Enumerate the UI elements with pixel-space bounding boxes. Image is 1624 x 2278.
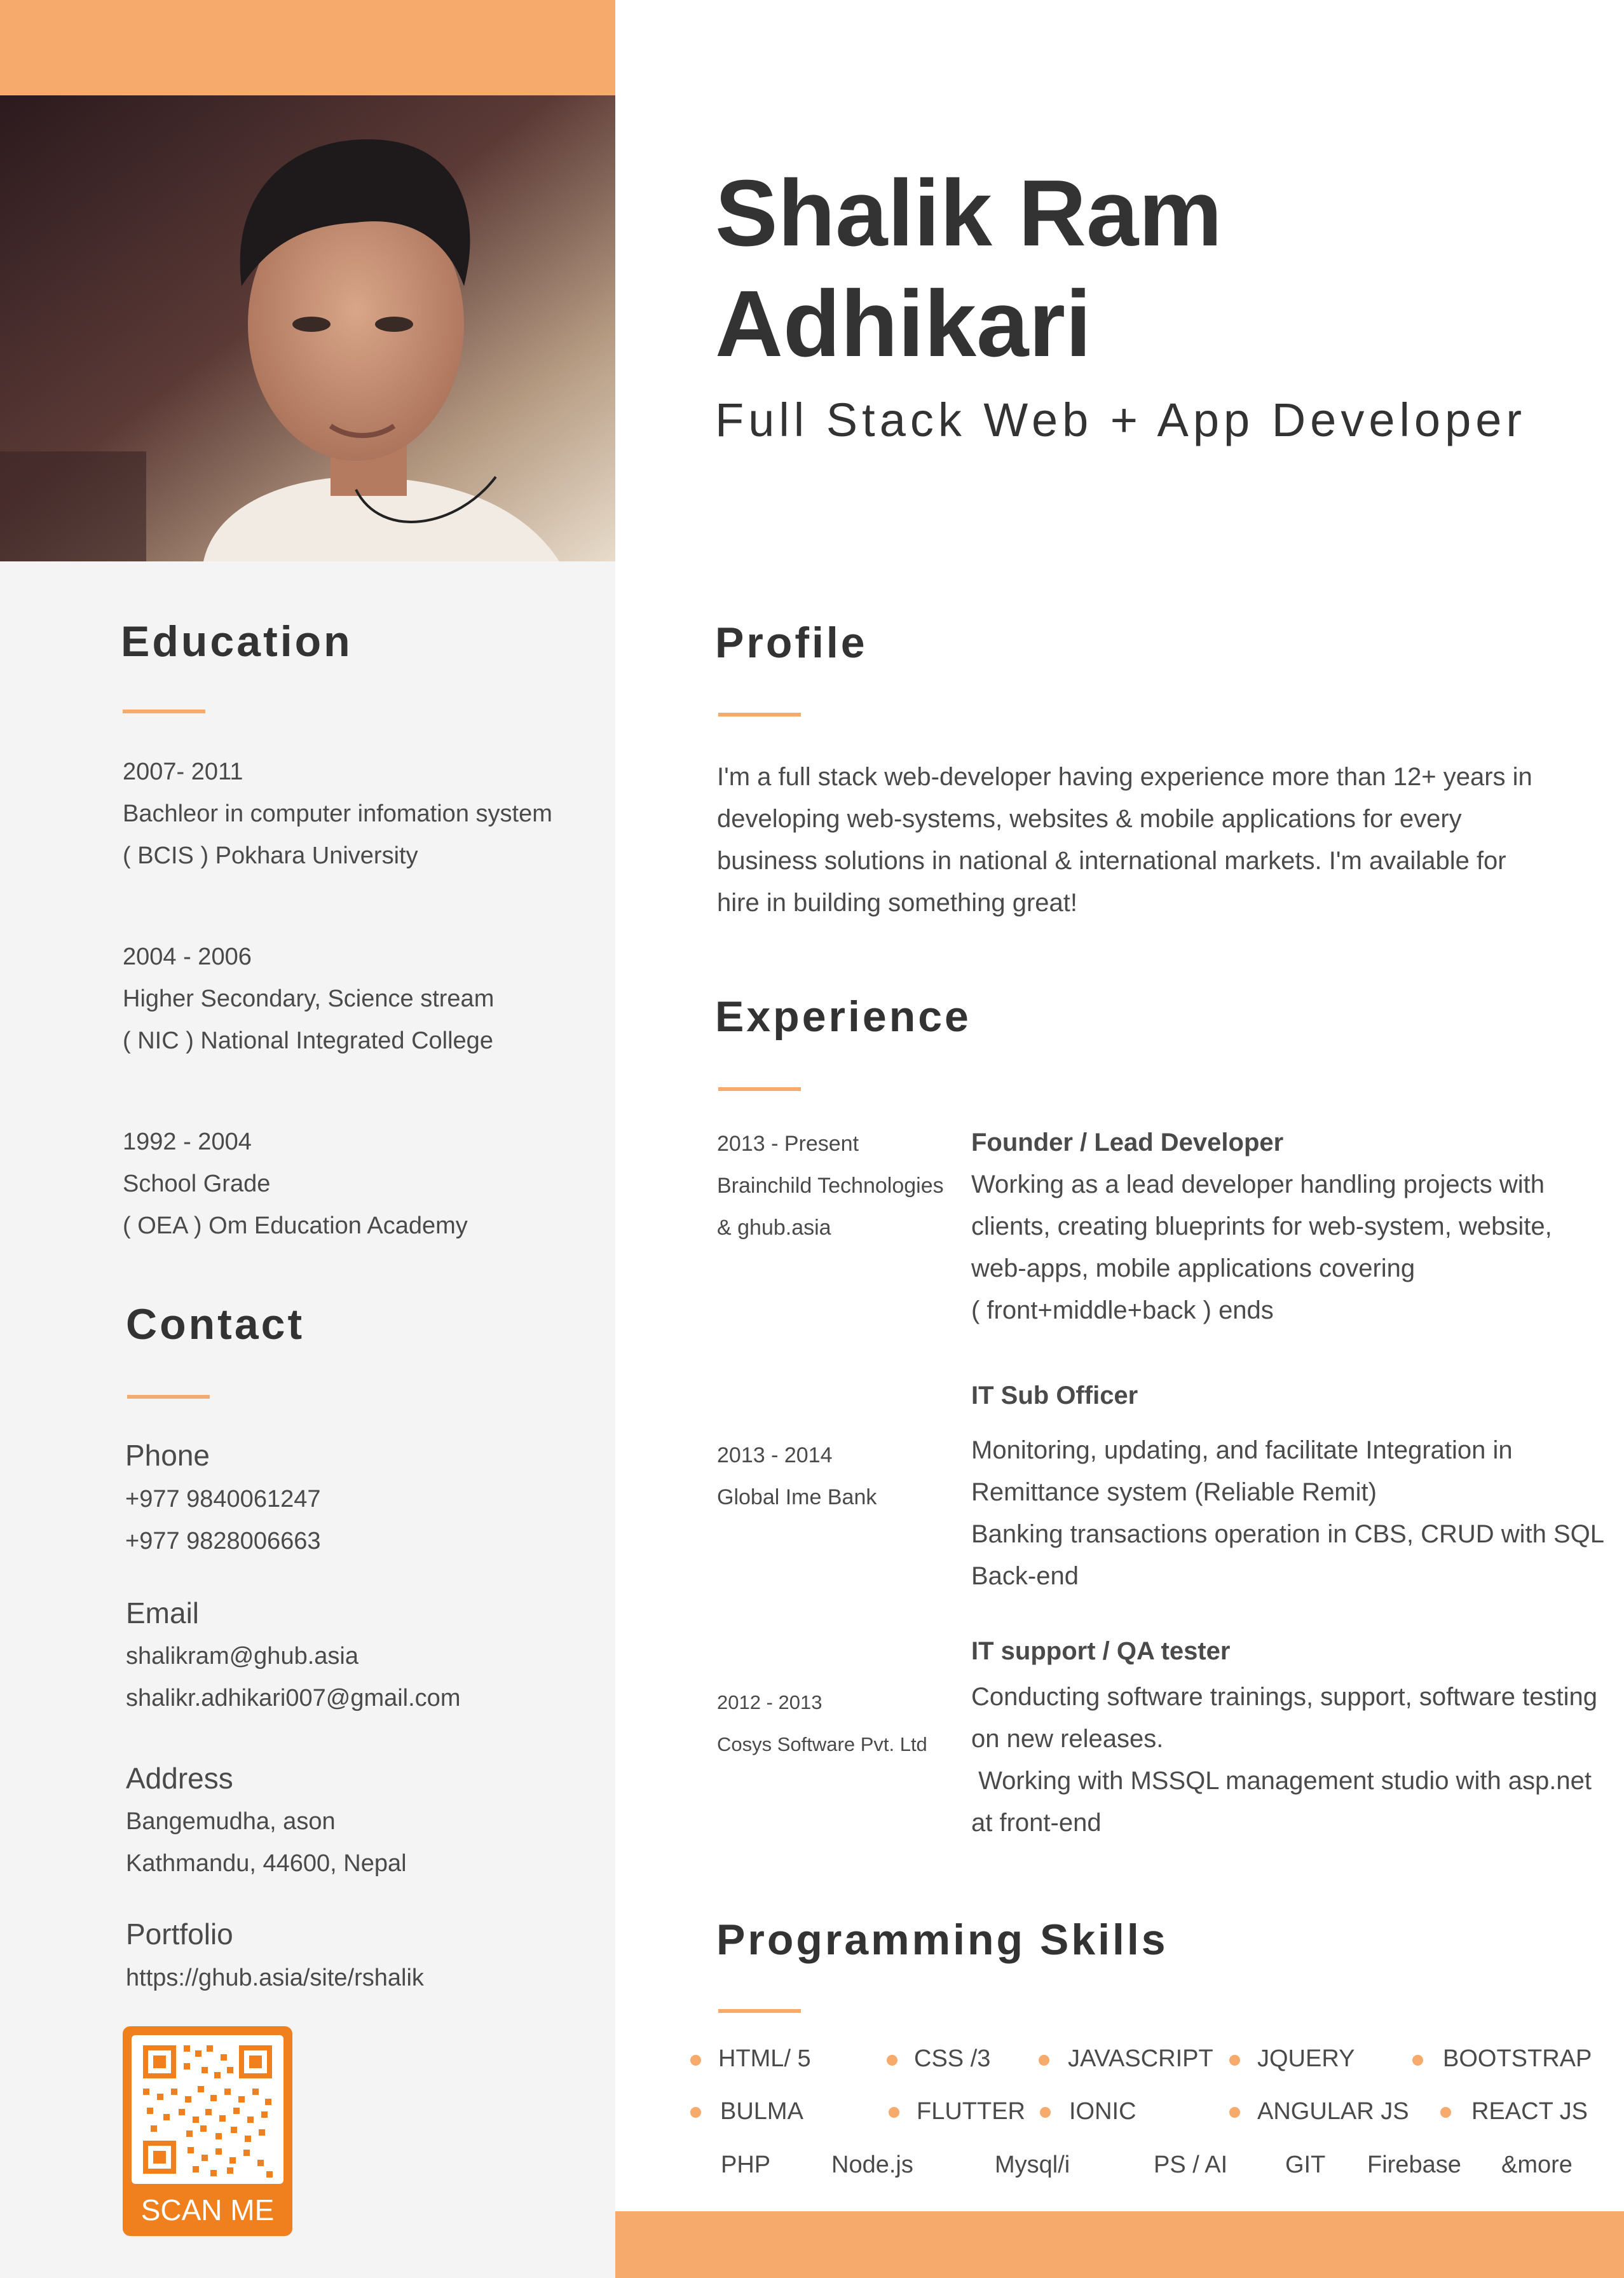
skill-item: BULMA [720,2098,803,2125]
skill-item: FLUTTER [917,2098,1025,2125]
education-underline [123,710,205,713]
job-title: IT Sub Officer [971,1382,1138,1410]
bullet-icon [1229,2055,1240,2066]
email-label: Email [126,1596,200,1630]
skill-item: JQUERY [1257,2045,1355,2072]
bullet-icon [1440,2107,1451,2118]
email-link[interactable]: shalikr.adhikari007@gmail.com [126,1685,461,1712]
skill-item: Firebase [1367,2151,1461,2178]
education-degree: School Grade [123,1170,271,1197]
skill-item: &more [1501,2151,1573,2178]
education-degree: Higher Secondary, Science stream [123,985,495,1012]
job-description-line: Remittance system (Reliable Remit) [971,1478,1377,1506]
skill-item: ANGULAR JS [1257,2098,1409,2125]
skill-item: HTML/ 5 [718,2045,811,2072]
job-description-line: Monitoring, updating, and facilitate Integration in [971,1436,1513,1464]
job-description-line: web-apps, mobile applications covering [971,1254,1416,1282]
contact-underline [127,1395,210,1399]
bullet-icon [1412,2055,1423,2066]
qr-scan-label: SCAN ME [140,2193,275,2227]
experience-title: Experience [715,992,971,1041]
bullet-icon [889,2107,899,2118]
profile-text-line: hire in building something great! [717,889,1078,917]
address-line: Kathmandu, 44600, Nepal [126,1850,407,1877]
job-title: Founder / Lead Developer [971,1129,1284,1156]
profile-text-line: I'm a full stack web-developer having experience more than 12+ years in [717,763,1532,791]
skill-item: Mysql/i [995,2151,1070,2178]
contact-title: Contact [126,1300,305,1348]
experience-underline [718,1087,801,1091]
qr-code-card[interactable] [123,2026,292,2236]
skill-item: BOOTSTRAP [1443,2045,1592,2072]
bullet-icon [887,2055,897,2066]
name-line-2: Adhikari [715,271,1092,376]
education-school: ( BCIS ) Pokhara University [123,842,418,869]
bottom-accent-bar [615,2211,1624,2278]
skill-item: Node.js [831,2151,913,2178]
profile-text-line: developing web-systems, websites & mobile applications for every [717,805,1462,833]
skill-item: PHP [721,2151,771,2178]
job-company: Brainchild Technologies [717,1174,944,1198]
portfolio-label: Portfolio [126,1918,233,1951]
education-years: 1992 - 2004 [123,1129,252,1155]
job-description-line: Back-end [971,1562,1079,1590]
education-title: Education [121,617,353,666]
phone-number[interactable]: +977 9840061247 [125,1486,321,1513]
job-description-line: Working as a lead developer handling projects with [971,1170,1545,1198]
job-company: Global Ime Bank [717,1485,877,1509]
name-line-1: Shalik Ram [715,161,1222,266]
education-years: 2007- 2011 [123,758,243,785]
profile-photo [0,95,615,561]
job-description-line: on new releases. [971,1725,1164,1753]
phone-number[interactable]: +977 9828006663 [125,1528,321,1554]
bullet-icon [690,2107,701,2118]
skill-item: JAVASCRIPT [1068,2045,1213,2072]
job-title: IT support / QA tester [971,1637,1231,1665]
top-accent-bar [0,0,615,95]
skill-item: IONIC [1069,2098,1136,2125]
job-period: 2013 - Present [717,1132,859,1156]
address-line: Bangemudha, ason [126,1808,336,1835]
job-period: 2012 - 2013 [717,1691,822,1713]
profile-text-line: business solutions in national & international markets. I'm available for [717,847,1506,875]
job-company: Cosys Software Pvt. Ltd [717,1733,927,1755]
job-period: 2013 - 2014 [717,1443,833,1467]
job-description-line: Working with MSSQL management studio with asp.net [971,1767,1592,1795]
skills-title: Programming Skills [716,1916,1168,1964]
bullet-icon [690,2055,701,2066]
bullet-icon [1229,2107,1240,2118]
skill-item: CSS /3 [914,2045,991,2072]
skill-item: GIT [1285,2151,1326,2178]
job-company: & ghub.asia [717,1216,831,1240]
education-degree: Bachleor in computer infomation system [123,800,552,827]
address-label: Address [126,1762,233,1795]
education-school: ( NIC ) National Integrated College [123,1027,493,1054]
profile-underline [718,713,801,717]
profile-title: Profile [715,619,868,667]
phone-label: Phone [125,1439,210,1472]
qr-code-icon [132,2035,283,2184]
job-description-line: Banking transactions operation in CBS, CRUD with SQL [971,1520,1605,1548]
portfolio-link[interactable]: https://ghub.asia/site/rshalik [126,1965,424,1991]
email-link[interactable]: shalikram@ghub.asia [126,1643,358,1670]
job-description-line: clients, creating blueprints for web-system, website, [971,1212,1552,1240]
education-years: 2004 - 2006 [123,943,252,970]
job-description-line: ( front+middle+back ) ends [971,1296,1274,1324]
job-description-line: at front-end [971,1809,1102,1837]
bullet-icon [1040,2107,1051,2118]
skill-item: PS / AI [1154,2151,1228,2178]
qr-code [132,2035,283,2184]
job-role: Full Stack Web + App Developer [715,394,1527,446]
bullet-icon [1039,2055,1049,2066]
job-description-line: Conducting software trainings, support, software testing [971,1683,1597,1711]
education-school: ( OEA ) Om Education Academy [123,1212,468,1239]
portrait-illustration [0,95,615,561]
skill-item: REACT JS [1471,2098,1588,2125]
skills-underline [718,2009,801,2013]
